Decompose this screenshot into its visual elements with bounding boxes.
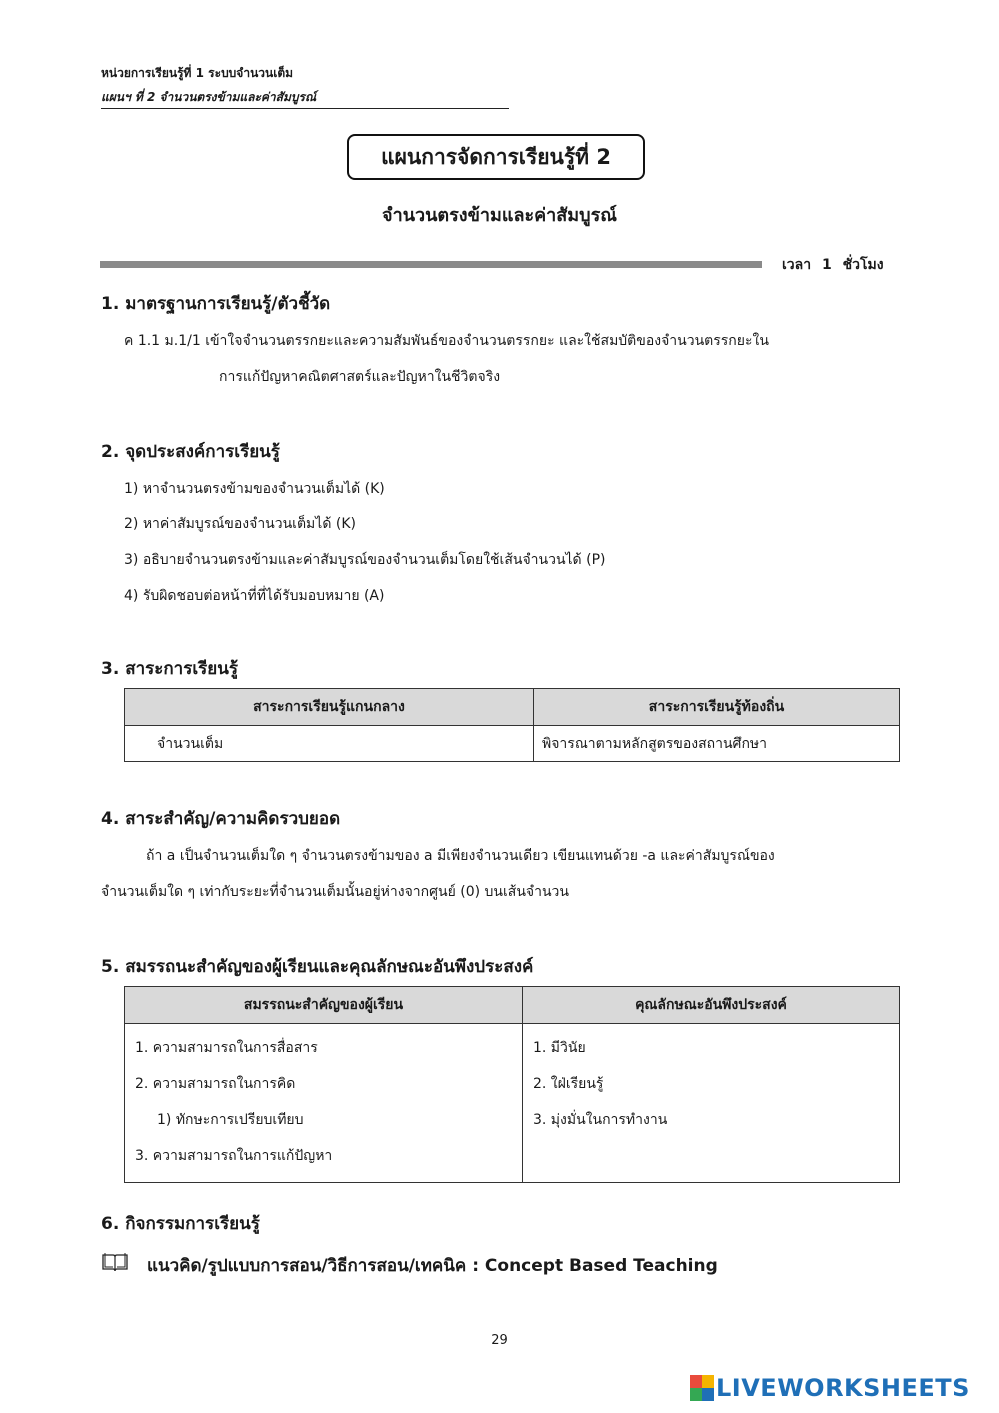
- list-item: 2. ความสามารถในการคิด: [135, 1076, 296, 1092]
- objective-item: 4) รับผิดชอบต่อหน้าที่ที่ได้รับมอบหมาย (A): [124, 588, 385, 604]
- competency-table-header: สมรรถนะสำคัญของผู้เรียน: [125, 987, 523, 1024]
- page-number: 29: [491, 1333, 508, 1348]
- time-label: เวลา: [782, 257, 812, 273]
- content-table-cell-local: พิจารณาตามหลักสูตรของสถานศึกษา: [534, 726, 900, 762]
- competency-table: [124, 986, 900, 1183]
- header-unit: หน่วยการเรียนรู้ที่ 1 ระบบจำนวนเต็ม: [101, 66, 294, 80]
- section5-heading: 5. สมรรถนะสำคัญของผู้เรียนและคุณลักษณะอันพึงประสงค์: [101, 957, 534, 977]
- objective-item: 3) อธิบายจำนวนตรงข้ามและค่าสัมบูรณ์ของจำนวนเต็มโดยใช้เส้นจำนวนได้ (P): [124, 552, 606, 568]
- liveworksheets-logo: [690, 1372, 970, 1404]
- objective-item: 1) หาจำนวนตรงข้ามของจำนวนเต็มได้ (K): [124, 481, 385, 497]
- section6-heading: 6. กิจกรรมการเรียนรู้: [101, 1214, 260, 1234]
- time-unit: ชั่วโมง: [842, 257, 884, 273]
- list-item: 2. ใฝ่เรียนรู้: [533, 1076, 604, 1092]
- gray-divider-bar: [100, 261, 762, 268]
- characteristic-table-header: คุณลักษณะอันพึงประสงค์: [523, 987, 900, 1024]
- content-table-header-core: สาระการเรียนรู้แกนกลาง: [125, 689, 534, 726]
- content-table-cell-core: จำนวนเต็ม: [125, 726, 534, 762]
- objective-item: 2) หาค่าสัมบูรณ์ของจำนวนเต็มได้ (K): [124, 516, 356, 532]
- content-table-header-local: สาระการเรียนรู้ท้องถิ่น: [534, 689, 900, 726]
- section4-line1: ถ้า a เป็นจำนวนเต็มใด ๆ จำนวนตรงข้ามของ a มีเพียงจำนวนเดียว เขียนแทนด้วย -a และค่าสัมบูรณ์ของ: [146, 848, 775, 864]
- header-divider: [101, 108, 509, 109]
- content-table: [124, 688, 900, 762]
- list-item: 3. มุ่งมั่นในการทำงาน: [533, 1112, 668, 1128]
- section3-heading: 3. สาระการเรียนรู้: [101, 659, 239, 679]
- list-item: 1. ความสามารถในการสื่อสาร: [135, 1040, 318, 1056]
- teaching-approach: แนวคิด/รูปแบบการสอน/วิธีการสอน/เทคนิค : Concept Based Teaching: [147, 1256, 718, 1276]
- list-item: 1. มีวินัย: [533, 1040, 586, 1056]
- section4-heading: 4. สาระสำคัญ/ความคิดรวบยอด: [101, 809, 341, 829]
- section1-line1: ค 1.1 ม.1/1 เข้าใจจำนวนตรรกยะและความสัมพันธ์ของจำนวนตรรกยะ และใช้สมบัติของจำนวนตรรกยะใน: [124, 333, 769, 349]
- page-subtitle: จำนวนตรงข้ามและค่าสัมบูรณ์: [382, 205, 617, 226]
- header-plan: แผนฯ ที่ 2 จำนวนตรงข้ามและค่าสัมบูรณ์: [101, 90, 317, 104]
- watermark-text: LIVEWORKSHEETS: [716, 1374, 970, 1402]
- list-item: 1) ทักษะการเปรียบเทียบ: [157, 1112, 304, 1128]
- section1-heading: 1. มาตรฐานการเรียนรู้/ตัวชี้วัด: [101, 294, 331, 314]
- time-allotment: [782, 254, 890, 276]
- liveworksheets-mark-icon: [690, 1375, 714, 1401]
- section4-line2: จำนวนเต็มใด ๆ เท่ากับระยะที่จำนวนเต็มนั้นอยู่ห่างจากศูนย์ (0) บนเส้นจำนวน: [101, 884, 569, 900]
- list-item: 3. ความสามารถในการแก้ปัญหา: [135, 1148, 333, 1164]
- competency-list: [125, 1024, 523, 1183]
- book-icon: [101, 1252, 129, 1272]
- section1-line2: การแก้ปัญหาคณิตศาสตร์และปัญหาในชีวิตจริง: [219, 369, 501, 385]
- time-value: 1: [821, 257, 832, 273]
- characteristic-list: [523, 1024, 900, 1183]
- section2-heading: 2. จุดประสงค์การเรียนรู้: [101, 442, 280, 462]
- page-title: แผนการจัดการเรียนรู้ที่ 2: [347, 134, 645, 180]
